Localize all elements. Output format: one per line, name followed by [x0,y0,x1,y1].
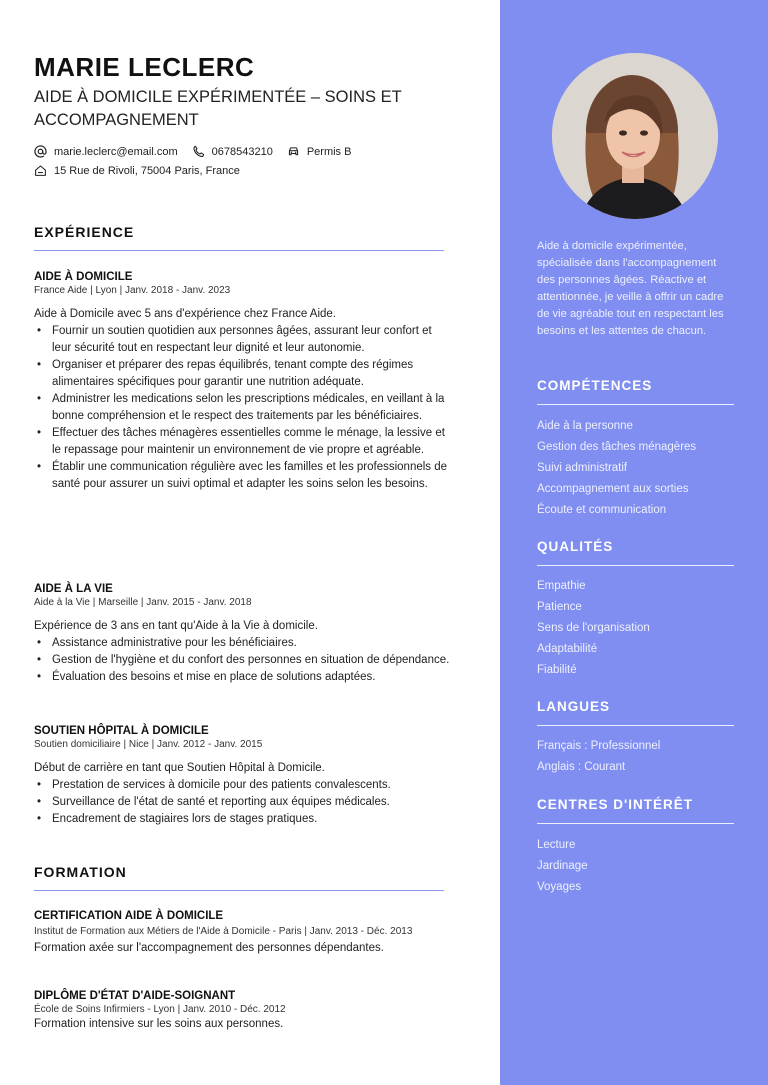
job-entry [34,271,454,493]
email-item [34,145,178,158]
bullet-item: • Administrer les medications selon les prescriptions médicales, en veillant à la bonne compréhension et le respect des traitements par les bénéficiaires. [34,391,454,425]
job-meta: Aide à la Vie | Marseille | Janv. 2015 - Janv. 2018 [34,597,252,608]
bullet-item: • Surveillance de l'état de santé et reporting aux équipes médicales. [34,794,454,811]
language-item: Anglais : Courant [537,761,626,773]
phone-icon [192,145,205,158]
job-title: SOUTIEN HÔPITAL À DOMICILE [34,725,209,737]
languages-divider [537,725,734,726]
contact-info [34,142,365,180]
interest-item: Jardinage [537,860,588,872]
bullet-item: • Établir une communication régulière avec les familles et les professionnels de santé pour assurer un suivi optimal et adapter les soins selon les besoins. [34,459,454,493]
profile-photo [552,53,718,219]
experience-divider [34,250,444,251]
bullet-item: • Organiser et préparer des repas équilibrés, tenant compte des régimes alimentaires spécifiques pour garantir une nutrition adéquate. [34,357,454,391]
candidate-headline: AIDE À DOMICILE EXPÉRIMENTÉE – SOINS ET ACCOMPAGNEMENT [34,88,402,129]
phone-item [192,145,273,158]
job-meta: Soutien domiciliaire | Nice | Janv. 2012 - Janv. 2015 [34,739,263,750]
skills-list [537,418,696,523]
license-item [287,145,352,158]
qualities-heading: QUALITÉS [537,539,614,554]
skill-item: Accompagnement aux sorties [537,483,689,495]
interest-item: Lecture [537,839,576,851]
quality-item: Adaptabilité [537,643,598,655]
qualities-divider [537,565,734,566]
candidate-name: MARIE LECLERC [34,52,255,82]
education-entry [34,990,454,1033]
job-meta: France Aide | Lyon | Janv. 2018 - Janv. 2023 [34,285,231,296]
job-intro: Expérience de 3 ans en tant qu'Aide à la Vie à domicile. [34,620,318,632]
job-bullets [34,635,454,686]
bullet-item: • Gestion de l'hygiène et du confort des personnes en situation de dépendance. [34,652,454,669]
job-title: AIDE À LA VIE [34,583,113,595]
bullet-item: • Encadrement de stagiaires lors de stages pratiques. [34,811,454,828]
education-meta: Institut de Formation aux Métiers de l'Aide à Domicile - Paris | Janv. 2013 - Déc. 2013 [34,926,413,937]
car-icon [287,145,300,158]
job-bullets [34,777,454,828]
education-heading: FORMATION [34,864,127,880]
experience-heading: EXPÉRIENCE [34,224,135,240]
bullet-item: • Effectuer des tâches ménagères essentielles comme le ménage, la lessive et le repassage pour maintenir un environnement de vie propre et agréable. [34,425,454,459]
address-text: 15 Rue de Rivoli, 75004 Paris, France [54,164,240,177]
interests-divider [537,823,734,824]
bullet-item: • Évaluation des besoins et mise en place de solutions adaptées. [34,669,454,686]
bullet-item: • Fournir un soutien quotidien aux personnes âgées, assurant leur confort et leur sécurité tout en respectant leur dignité et leur autonomie. [34,323,454,357]
quality-item: Empathie [537,580,586,592]
languages-heading: LANGUES [537,699,611,714]
profile-summary: Aide à domicile expérimentée, spécialisée dans l'accompagnement des personnes âgées. Réactive et attentionnée, je veille à offrir un cadre de vie agréable tout en respectant les besoins et les attentes de chacun. [537,240,724,337]
skill-item: Écoute et communication [537,504,667,516]
education-meta: École de Soins Infirmiers - Lyon | Janv. 2010 - Déc. 2012 [34,1004,286,1015]
interest-item: Voyages [537,881,582,893]
language-item: Français : Professionnel [537,740,661,752]
education-entry [34,910,454,957]
phone-text[interactable]: 0678543210 [211,145,273,158]
qualities-list [537,578,650,683]
languages-list [537,738,660,780]
skills-heading: COMPÉTENCES [537,378,653,393]
skills-divider [537,404,734,405]
job-bullets [34,323,454,493]
job-entry [34,725,454,828]
interests-heading: CENTRES D'INTÉRÊT [537,797,693,812]
education-title: CERTIFICATION AIDE À DOMICILE [34,910,224,922]
quality-item: Sens de l'organisation [537,622,650,634]
job-entry [34,583,454,686]
skill-item: Aide à la personne [537,420,633,432]
bullet-item: • Prestation de services à domicile pour des patients convalescents. [34,777,454,794]
education-desc: Formation axée sur l'accompagnement des personnes dépendantes. [34,942,384,954]
job-intro: Début de carrière en tant que Soutien Hôpital à Domicile. [34,762,325,774]
at-icon [34,145,47,158]
address-item [34,164,240,177]
profile-portrait [552,53,718,219]
interests-list [537,837,588,900]
home-icon [34,164,47,177]
quality-item: Patience [537,601,582,613]
job-intro: Aide à Domicile avec 5 ans d'expérience chez France Aide. [34,308,336,320]
bullet-item: • Assistance administrative pour les bénéficiaires. [34,635,454,652]
job-title: AIDE À DOMICILE [34,271,133,283]
license-text: Permis B [306,145,352,158]
education-divider [34,890,444,891]
skill-item: Gestion des tâches ménagères [537,441,697,453]
education-desc: Formation intensive sur les soins aux personnes. [34,1018,284,1030]
email-text[interactable]: marie.leclerc@email.com [54,145,178,158]
quality-item: Fiabilité [537,664,577,676]
skill-item: Suivi administratif [537,462,628,474]
education-title: DIPLÔME D'ÉTAT D'AIDE-SOIGNANT [34,990,236,1002]
